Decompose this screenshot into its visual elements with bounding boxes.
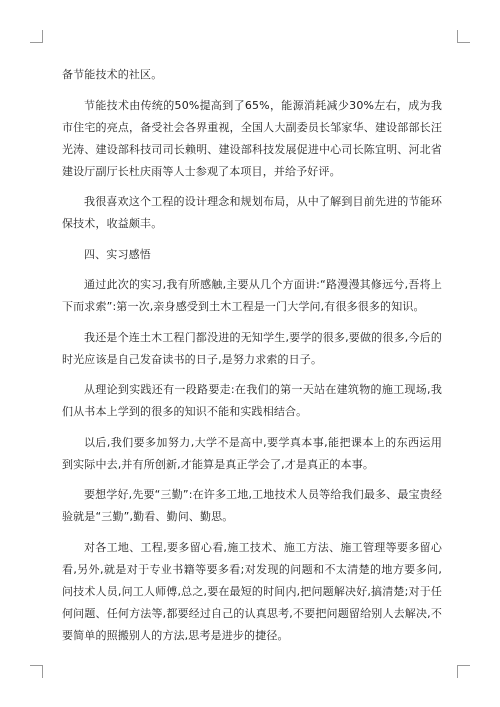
crop-mark-top-left	[30, 30, 43, 43]
section-heading: 四、实习感悟	[84, 247, 151, 261]
document-body	[62, 64, 442, 655]
paragraph-three-diligences: 要想学好,先要“三勤”:在许多工地,工地技术人员等给我们最多、最宝贵经验就是“三勤”,勤看、勤问、勤思。	[62, 488, 442, 523]
paragraph-future-effort: 以后,我们要多加努力,大学不是高中,要学真本事,能把课本上的东西运用到实际中去,并有所创新,才能算是真正学会了,才是真正的本事。	[62, 435, 442, 471]
paragraph-internship-feelings: 通过此次的实习,我有所感触,主要从几个方面讲:“路漫漫其修远兮,吾将上下而求索”:第一次,亲身感受到土木工程是一门大学问,有很多很多的知识。	[62, 278, 442, 313]
crop-mark-bottom-right	[457, 665, 470, 678]
paragraph-site-observation: 对各工地、工程,要多留心看,施工技术、施工方法、施工管理等要多留心看,另外,就是对于专业书籍等要多看;对发现的问题和不太清楚的地方要多问,问技术人员,问工人师傅,总之,要在最短的时间内,把问题解决好,搞清楚;对于任何问题、任何方法等,都要经过自己的认真思考,不要把问题留给别人去解决,不要简单的照搬别人的方法,思考是进步的捷径。	[62, 540, 442, 642]
crop-mark-top-right	[457, 30, 470, 43]
paragraph-theory-practice: 从理论到实践还有一段路要走:在我们的第一天站在建筑物的施工现场,我们从书本上学到的很多的知识不能和实践相结合。	[62, 383, 442, 418]
paragraph-design-concept: 我很喜欢这个工程的设计理念和规划布局，从中了解到目前先进的节能环保技术，收益颇丰。	[62, 195, 442, 230]
paragraph-continuation: 备节能技术的社区。	[62, 68, 163, 81]
crop-mark-bottom-left	[30, 665, 43, 678]
paragraph-energy-saving: 节能技术由传统的50%提高到了65%，能源消耗减少30%左右，成为我市住宅的亮点，备受社会各界重视，全国人大副委员长邹家华、建设部部长汪光涛、建设部科技司司长赖明、建设部科技发展促进中心司长陈宜明、河北省建设厅副厅长杜庆雨等人士参观了本项目，并给予好评。	[62, 98, 442, 178]
paragraph-student-learning: 我还是个连土木工程门都没进的无知学生,要学的很多,要做的很多,今后的时光应该是自己发奋读书的日子,是努力求索的日子。	[62, 330, 442, 366]
